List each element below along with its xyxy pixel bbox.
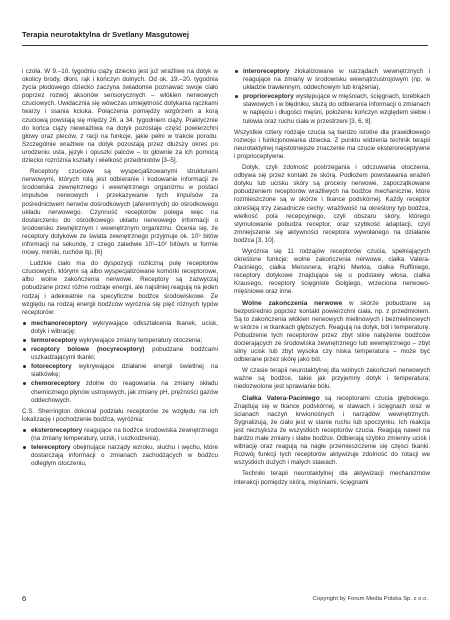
paragraph: Dotyk, czyli zdolność postrzegania i odczuwania otoczenia, odbywa się przez kontakt ze skórą. Podłożem powstawania wrażeń dotyku lub ucisku skóry są procesy nerwowe, zapoczątkowane pobudzeniem receptorów wrażliwych na bodźce mechaniczne, które rozmieszczone są w skórze i tkance podskórnej. Każdy receptor określają trzy zasadnicze cechy: wrażliwość na określony typ bodźca, wielkość pola recepcyjnego, czyli obszaru skóry, którego stymulowanie pobudza receptor, oraz szybkość adaptacji, czyli zmniejszenie się aktywności receptora wywołanego na działanie bodźca [3, 10]. xyxy=(234,164,430,244)
bullet-icon xyxy=(23,446,26,449)
list-item xyxy=(22,337,218,345)
page-number: 6 xyxy=(22,594,27,603)
list-item xyxy=(234,93,430,125)
left-column xyxy=(22,68,218,471)
paragraph: Wyróżnia się 11 rodzajów receptorów czucia, spełniających określone funkcje: wolne zakończenia nerwowe, ciałka Vatera-Paciniego, ciałka Meissnera, krążki Merkla, ciałka Ruffiniego, receptory dotykowe znajdujące się u podstawy włosa, ciałka Krausego, receptory ścięgniste Golgiego, wrzecionа nerwowo-mięśniowe oraz inne. xyxy=(234,247,430,296)
list-item xyxy=(234,68,430,92)
list-item-term: eksteroreceptory xyxy=(31,426,83,434)
list-item-term: receptory bólowe (nocyreceptory) xyxy=(31,346,145,354)
header-divider xyxy=(22,45,428,46)
section-heading: Ciałka Vatera-Paciniego xyxy=(242,394,320,402)
paragraph-text: są receptorami czucia głębokiego. Znajdują się w tkance podskórnej, w stawach i ścięgnach oraz w ścianach naczyń krwionośnych i narządów wewnętrznych. Sygnalizują, że ciało jest w stanie ruchu lub spoczynku. Ich reakcja jest niezsykszа że wszystkich receptorów czucia. Reagują nawet na bardzo małe zmiany i słabe bodźce. Odbierają szybko zmienny ucisk i wibrację oraz reagują na nagłe przemieszczenie się części tkanki. Rozwój funkcji tych receptorów aktywizuje zdolność do rotacji we wszystkich dużych i małych stawach. xyxy=(234,394,430,467)
running-header-title: Terapia neurotaktylna dr Svetlany Masgutowej xyxy=(22,30,189,39)
list-item-term: chemoreceptory xyxy=(31,380,80,388)
list-item xyxy=(22,427,218,443)
section-heading: Wolne zakończenia nerwowe xyxy=(242,299,343,307)
receptor-location-list-continued xyxy=(234,68,430,126)
right-column xyxy=(234,68,430,490)
list-item xyxy=(22,363,218,379)
paragraph: i czoła. W 9.–10. tygodniu ciąży dziecko jest już wrażliwe na dotyk w okolicy brody, dłoni, rąk i kończyn dolnych. Od ok. 19.–20. tygodnia życia płodowego dziecko zaczyna świadomie poznawać swoje ciało poprzez rozwój aksonów sensorycznych – włókien nerwowych czuciowych. Uwidacznia się wówczas umiejętność dotykania rączkami twarzy i ssania kciuka. Połączenia pomiędzy wzgórzem a korą czuciową powstają się między 26. a 34. tygodniem ciąży. Praktycznie do końca ciąży niewrażliwa na dotyk pozostaje część powierzchni głowy oraz pleców, z racji na funkcje, jakie pełni w trakcie porodu. Szczególnie wrażliwe na dotyk pozostają przez dłuższy okres po urodzeniu usta, język i opuszki palców – to głównie za ich pomocą dziecko rozróżnia kształty i wielkość przedmiotów [3–5]. xyxy=(22,68,218,165)
list-item xyxy=(22,346,218,362)
copyright-notice: Copyright by Forum Media Polska Sp. z o.o. xyxy=(312,596,428,602)
list-item xyxy=(22,320,218,336)
list-item-text: wykrywające zmiany temperatury otoczenia; xyxy=(77,337,203,344)
list-item xyxy=(22,380,218,404)
list-item-text: reagujące na bodźce środowiska zewnętrznego (na zmiany temperatury, ucisk, i uszkodzenia), xyxy=(31,426,218,443)
paragraph: W czasie terapii neurotaktylnej dla wolnych zakończeń nerwowych ważne są bodźce, takie jak przyjemny dotyk i temperatura; niedozwolone jest sprawianie bólu. xyxy=(234,367,430,391)
list-item-text: obejmujące narządy wzroku, słuchu i węchu, które dostarczają informacji o zmianach zachodzących w bodźcu odległym otoczeniu, xyxy=(31,444,218,468)
list-item-text: zdolne do reagowania na zmiany składu chemicznego płynów ustrojowych, jak zmiany pH, prężności gazów oddechowych. xyxy=(31,380,218,404)
bullet-icon xyxy=(23,365,26,368)
paragraph xyxy=(234,300,430,365)
list-item-text: pobudzane bodźcami uszkadzającymi tkanki; xyxy=(31,346,218,362)
bullet-icon xyxy=(23,322,26,325)
paragraph: Receptory czuciowe są wyspecjalizowanymi strukturami nerwowymi, których rolą jest odbieranie i kodowanie informacji ze środowiska zewnętrznego i wewnętrznego organizmu w postaci impulsów nerwowych i przekazywanie tych impulsów za pośrednictwem nerwów dośrodkowych (aferentnych) do ośrodkowego układu nerwowego. Czynność receptorów polega więc na dostarczeniu do ośrodkowego układu nerwowego informacji o środowisku zewnętrznym i wewnętrznym organizmu. Ocenia się, że receptory dotykowe ze świata zewnętrznego przyjmuje ok. 10⁹ bitów informacji na sekundę, z czego zaledwie 10¹–10² bitów/s w formie mowy, mimiki, ruchów itp. [6] xyxy=(22,168,218,257)
list-item-term: termoreceptory xyxy=(31,337,78,344)
bullet-icon xyxy=(23,348,26,351)
list-item-text: występujące w mięśniach, ścięgnach, torebkach stawowych i w błędniku, służą do odbierania informacji o zmianach w napięciu i długości mięśni, położeniu kończyn względem siebie i tułowia oraz ruchu ciała w przestrzeni [3, 6, 8]. xyxy=(243,93,430,125)
bullet-icon xyxy=(23,429,26,432)
paragraph: Wszystkie cztery rodzaje czucia są bardzo istotne dla prawidłowego rozwoju i funkcjonowania dziecka. Z punktu widzenia technik terapii neurotaktylnej najistotniejsze znaczenie ma czucie eksteroreceptywne i proprioceptywne. xyxy=(234,128,430,160)
receptor-types-list xyxy=(22,320,218,405)
receptor-location-list xyxy=(22,427,218,468)
bullet-icon xyxy=(235,95,238,98)
list-item-term: fotoreceptory xyxy=(31,363,72,371)
list-item-text: wykrywające odkształcenia tkanek, ucisk, dotyk i wibrację; xyxy=(31,319,218,335)
list-item-text: zlokalizowane w narządach wewnętrznych i reagujące na zmiany w środowisku wewnątrzustrojowym (np. w układzie trawiennym, oddechowym lub krążenia), xyxy=(243,68,430,92)
list-item xyxy=(22,444,218,468)
paragraph: Techniki terapii neurotaktylnej dla aktywizacji mechanizmów interakcji pomiędzy skórą, mięśniami, ścięgnami xyxy=(234,470,430,486)
list-item-term: telereceptory xyxy=(31,444,71,452)
bullet-icon xyxy=(23,339,26,342)
list-item-term: mechanoreceptory xyxy=(31,319,88,327)
paragraph-text: w skórze pobudzane są bezpośrednio poprzez kontakt powierzchni ciała, np. z przedmiotem. Są to zakończenia włókien nerwowych mielinowych i bezmielinowych w skórze i w tkankach głębszych. Reagują na dotyk, ból i temperaturę. Pobudzenie tych receptorów przez zbyt silne natężenie bodźców docierających ze środowiska zewnętrznego lub wewnętrznego – zbyt silny ucisk lub zbyt wysoka czy niska temperatura – może być odbierane przez skórę jako ból. xyxy=(234,299,430,364)
list-item-term: interoreceptory xyxy=(243,68,290,75)
paragraph: C.S. Sherrington dokonał podziału receptorów ze względu na ich lokalizację i pochodzenie bodźca, wyróżnia: xyxy=(22,407,218,423)
bullet-icon xyxy=(23,382,26,385)
list-item-text: wykrywające działanie energii świetlnej na siatkówkę; xyxy=(31,363,218,379)
list-item-term: proprioreceptory xyxy=(243,93,294,101)
paragraph xyxy=(234,395,430,468)
paragraph: Ludzkie ciało ma do dyspozycji rozliczną pulę receptorów czuciowych, którymi są albo wyspecjalizowane komórki receptorowe, albo wolne zakończenia nerwowe. Receptory są zazwyczaj pobudzane przez różne rodzaje energii, ale najsilniej reagują na jeden rodzaj i adekwatnie na specyficzne bodźce środowiskowe. Ze względu na rodzaj energii bodźców wyróżnia się pięć różnych typów receptorów: xyxy=(22,260,218,316)
bullet-icon xyxy=(235,70,238,73)
